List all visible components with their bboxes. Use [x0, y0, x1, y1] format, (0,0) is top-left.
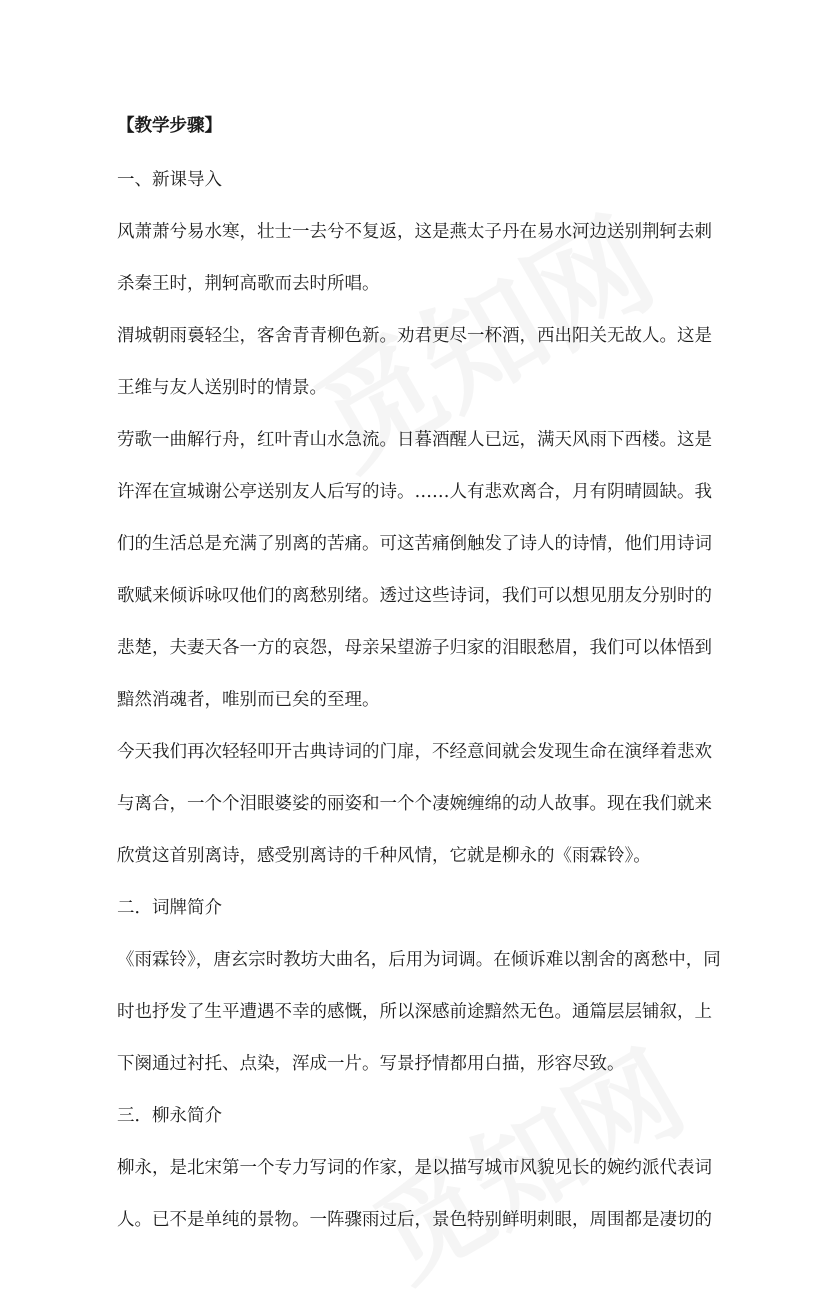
paragraph-line: 时也抒发了生平遭遇不幸的感慨，所以深感前途黯然无色。通篇层层铺叙，上 [117, 1002, 712, 1022]
paragraph-line: 《雨霖铃》，唐玄宗时教坊大曲名，后用为词调。在倾诉难以割舍的离愁中，同 [117, 950, 721, 970]
paragraph-line: 人。已不是单纯的景物。一阵骤雨过后，景色特别鲜明刺眼，周围都是凄切的 [117, 1210, 712, 1230]
subheading: 一、新课导入 [117, 170, 222, 190]
paragraph-line: 悲楚，夫妻天各一方的哀怨，母亲呆望游子归家的泪眼愁眉，我们可以体悟到 [117, 638, 712, 658]
document-page [117, 100, 721, 1246]
paragraph-line: 杀秦王时，荆轲高歌而去时所唱。 [117, 274, 380, 294]
paragraph-line: 下阕通过衬托、点染，浑成一片。写景抒情都用白描，形容尽致。 [117, 1054, 625, 1074]
paragraph-line: 今天我们再次轻轻叩开古典诗词的门扉，不经意间就会发现生命在演绎着悲欢 [117, 742, 712, 762]
paragraph-line: 风萧萧兮易水寒，壮士一去兮不复返，这是燕太子丹在易水河边送别荆轲去刺 [117, 222, 712, 242]
paragraph-line: 欣赏这首别离诗，感受别离诗的千种风情，它就是柳永的《雨霖铃》。 [117, 846, 651, 866]
paragraph-line: 王维与友人送别时的情景。 [117, 378, 327, 398]
paragraph-line: 们的生活总是充满了别离的苦痛。可这苦痛倒触发了诗人的诗情，他们用诗词 [117, 534, 712, 554]
paragraph-line: 劳歌一曲解行舟，红叶青山水急流。日暮酒醒人已远，满天风雨下西楼。这是 [117, 430, 712, 450]
paragraph-line: 歌赋来倾诉咏叹他们的离愁别绪。透过这些诗词，我们可以想见朋友分别时的 [117, 586, 712, 606]
paragraph-line: 许浑在宣城谢公亭送别友人后写的诗。……人有悲欢离合，月有阴晴圆缺。我 [117, 482, 712, 502]
subheading: 三．柳永简介 [117, 1106, 222, 1126]
section-heading: 【教学步骤】 [117, 116, 222, 136]
paragraph-line: 黯然消魂者，唯别而已矣的至理。 [117, 690, 380, 710]
subheading: 二．词牌简介 [117, 898, 222, 918]
paragraph-line: 与离合，一个个泪眼婆娑的丽姿和一个个凄婉缠绵的动人故事。现在我们就来 [117, 794, 712, 814]
paragraph-line: 柳永，是北宋第一个专力写词的作家，是以描写城市风貌见长的婉约派代表词 [117, 1158, 712, 1178]
paragraph-line: 渭城朝雨裛轻尘，客舍青青柳色新。劝君更尽一杯酒，西出阳关无故人。这是 [117, 326, 712, 346]
